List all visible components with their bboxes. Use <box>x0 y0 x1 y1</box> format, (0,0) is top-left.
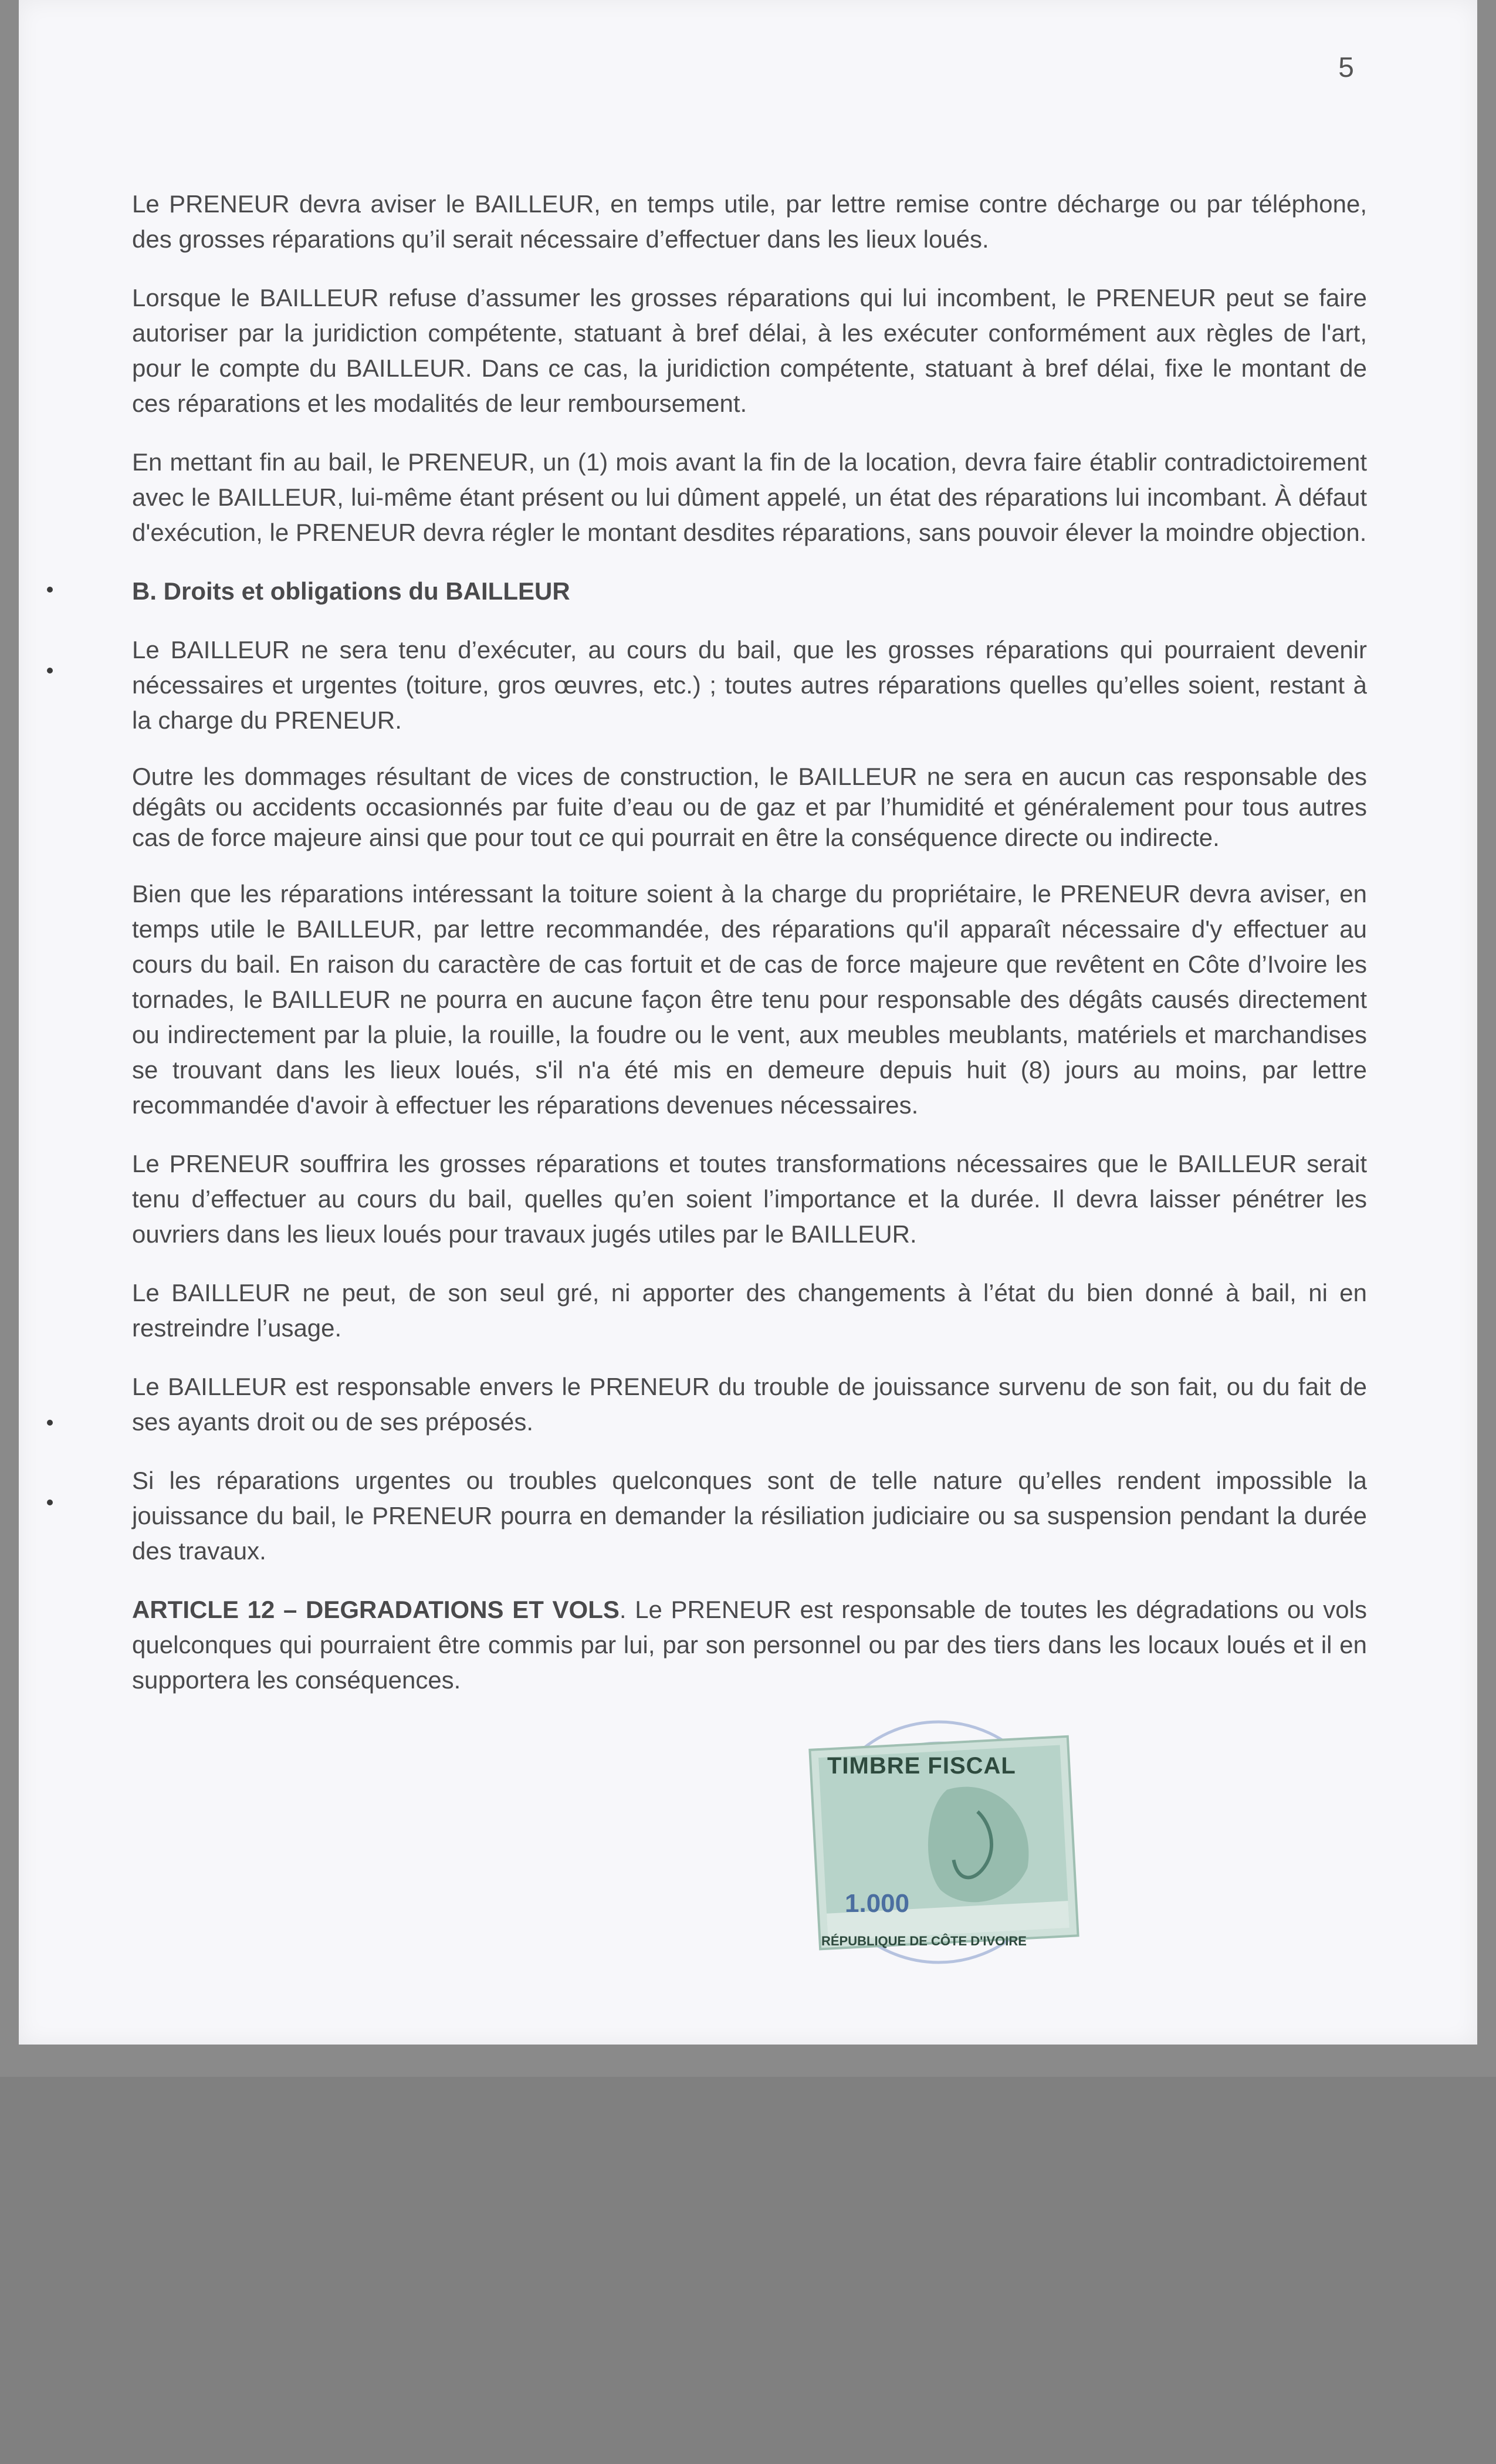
paragraph-changements: Le BAILLEUR ne peut, de son seul gré, ni apporter des changements à l’état du bien donné à bail, ni en restreindre l’usage. <box>132 1279 1367 1342</box>
paragraph-fin-du-bail: En mettant fin au bail, le PRENEUR, un (1) mois avant la fin de la location, devra faire établir contradictoirement avec le BAILLEUR, lui-même étant présent ou lui dûment appelé, un état des réparations lui incombant. À défaut d'exécution, le PRENEUR devra régler le montant desdites réparations, sans pouvoir élever la moindre objection. <box>132 448 1367 546</box>
fiscal-stamp <box>804 1713 1109 1983</box>
punch-hole-mark <box>47 668 53 673</box>
section-heading-droits-bailleur: B. Droits et obligations du BAILLEUR <box>132 577 570 605</box>
article-12-body: . Le PRENEUR est responsable de toutes les dégradations ou vols quelconques qui pourraient être commis par lui, par son personnel ou par des tiers dans les locaux loués et il en supportera les conséquences. <box>132 1596 1367 1694</box>
article-12-title: ARTICLE 12 – DEGRADATIONS ET VOLS <box>132 1596 620 1623</box>
paragraph-preneur-aviser: Le PRENEUR devra aviser le BAILLEUR, en temps utile, par lettre remise contre décharge ou par téléphone, des grosses réparations qu’il serait nécessaire d’effectuer dans les lieux loués. <box>132 190 1367 253</box>
fiscal-stamp-title: TIMBRE FISCAL <box>827 1753 1016 1779</box>
paragraph-article-12 <box>132 1592 1367 1698</box>
paragraph-obligations-bailleur: Le BAILLEUR ne sera tenu d’exécuter, au cours du bail, que les grosses réparations qui pourraient devenir nécessaires et urgentes (toiture, gros œuvres, etc.) ; toutes autres réparations quelles qu’elles soient, restant à la charge du PRENEUR. <box>132 636 1367 734</box>
document-page <box>19 0 1477 2045</box>
document-body <box>132 187 1367 1721</box>
paragraph-toiture: Bien que les réparations intéressant la toiture soient à la charge du propriétaire, le PRENEUR devra aviser, en temps utile le BAILLEUR, par lettre recommandée, des réparations qu'il apparaît nécessaire d'y effectuer au cours du bail. En raison du caractère de cas fortuit et de cas de force majeure que revêtent en Côte d’Ivoire les tornades, le BAILLEUR ne pourra en aucune façon être tenu pour responsable des dégâts causés directement ou indirectement par la pluie, la rouille, la foudre ou le vent, aux meubles meublants, matériels et marchandises se trouvant dans les lieux loués, s'il n'a été mis en demeure depuis huit (8) jours au moins, par lettre recommandée d'avoir à effectuer les réparations devenues nécessaires. <box>132 880 1367 1119</box>
fiscal-stamp-value: 1.000 <box>845 1889 910 1918</box>
punch-hole-mark <box>47 1500 53 1505</box>
page-number: 5 <box>1338 52 1354 83</box>
paragraph-refus-grosses-reparations: Lorsque le BAILLEUR refuse d’assumer les grosses réparations qui lui incombent, le PRENEUR peut se faire autoriser par la juridiction compétente, statuant à bref délai, à les exécuter conformément aux règles de l'art, pour le compte du BAILLEUR. Dans ce cas, la juridiction compétente, statuant à bref délai, fixe le montant de ces réparations et les modalités de leur remboursement. <box>132 284 1367 417</box>
paragraph-resiliation: Si les réparations urgentes ou troubles quelconques sont de telle nature qu’elles rendent impossible la jouissance du bail, le PRENEUR pourra en demander la résiliation judiciaire ou sa suspension pendant la durée des travaux. <box>132 1467 1367 1565</box>
punch-hole-mark <box>47 1420 53 1426</box>
paragraph-dommages: Outre les dommages résultant de vices de construction, le BAILLEUR ne sera en aucun cas responsable des dégâts ou accidents occasionnés par fuite d’eau ou de gaz et par l’humidité et généralement pour tous autres cas de force majeure ainsi que pour tout ce qui pourrait en être la conséquence directe ou indirecte. <box>132 763 1367 851</box>
paragraph-travaux: Le PRENEUR souffrira les grosses réparations et toutes transformations nécessaires que le BAILLEUR serait tenu d’effectuer au cours du bail, quelles qu’en soient l’importance et la durée. Il devra laisser pénétrer les ouvriers dans les lieux loués pour travaux jugés utiles par le BAILLEUR. <box>132 1150 1367 1248</box>
punch-hole-mark <box>47 587 53 593</box>
fiscal-stamp-country: RÉPUBLIQUE DE CÔTE D'IVOIRE <box>821 1934 1027 1948</box>
paragraph-trouble-jouissance: Le BAILLEUR est responsable envers le PRENEUR du trouble de jouissance survenu de son fait, ou du fait de ses ayants droit ou de ses préposés. <box>132 1373 1367 1436</box>
